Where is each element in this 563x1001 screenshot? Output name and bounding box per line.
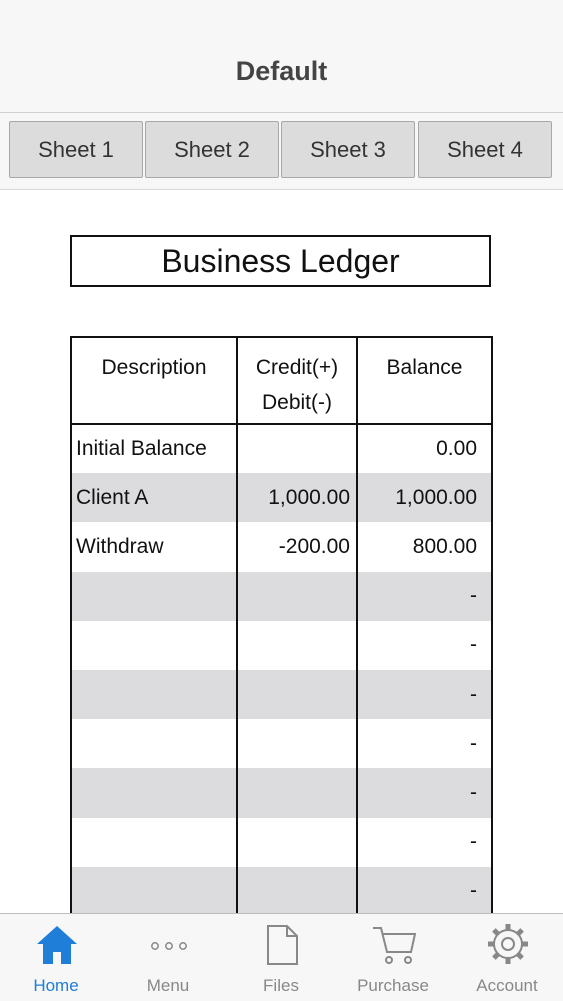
description-cell[interactable] xyxy=(71,670,237,719)
ledger-title[interactable]: Business Ledger xyxy=(70,235,491,287)
description-cell[interactable] xyxy=(71,719,237,768)
table-row xyxy=(71,621,492,670)
amount-cell[interactable] xyxy=(237,719,357,768)
tab-menu[interactable] xyxy=(112,914,224,1001)
tab-purchase[interactable] xyxy=(337,914,449,1001)
header-balance[interactable]: Balance xyxy=(357,337,492,424)
amount-cell[interactable] xyxy=(237,768,357,817)
description-cell[interactable] xyxy=(71,867,237,916)
document-icon xyxy=(260,922,304,966)
amount-cell[interactable]: -200.00 xyxy=(237,522,357,571)
tab-home[interactable] xyxy=(0,914,112,1001)
balance-cell: - xyxy=(357,867,492,916)
balance-cell: - xyxy=(357,621,492,670)
tab-purchase-label: Purchase xyxy=(357,976,429,995)
amount-cell[interactable] xyxy=(237,670,357,719)
table-row xyxy=(71,424,492,473)
description-cell[interactable] xyxy=(71,768,237,817)
description-cell[interactable] xyxy=(71,572,237,621)
table-row xyxy=(71,719,492,768)
description-cell[interactable]: Withdraw xyxy=(71,522,237,571)
header-credit-debit[interactable]: Credit(+) Debit(-) xyxy=(237,337,357,424)
amount-cell[interactable] xyxy=(237,621,357,670)
amount-cell[interactable] xyxy=(237,867,357,916)
description-cell[interactable] xyxy=(71,818,237,867)
tab-account[interactable] xyxy=(451,914,563,1001)
amount-cell[interactable]: 1,000.00 xyxy=(237,473,357,522)
ledger-header-row xyxy=(71,337,492,424)
more-dots-icon xyxy=(147,922,191,966)
ledger-table xyxy=(70,336,493,916)
sheet-tab-4[interactable]: Sheet 4 xyxy=(418,121,552,178)
amount-cell[interactable] xyxy=(237,818,357,867)
home-icon xyxy=(35,922,79,966)
balance-cell: 800.00 xyxy=(357,522,492,571)
balance-cell: - xyxy=(357,818,492,867)
amount-cell[interactable] xyxy=(237,572,357,621)
sheet-tab-3[interactable]: Sheet 3 xyxy=(281,121,415,178)
balance-cell: 0.00 xyxy=(357,424,492,473)
tab-account-label: Account xyxy=(476,976,538,995)
description-cell[interactable]: Client A xyxy=(71,473,237,522)
table-row xyxy=(71,867,492,916)
table-row xyxy=(71,670,492,719)
tab-files-label: Files xyxy=(263,976,299,995)
table-row xyxy=(71,768,492,817)
balance-cell: - xyxy=(357,572,492,621)
balance-cell: - xyxy=(357,670,492,719)
table-row xyxy=(71,572,492,621)
tab-home-label: Home xyxy=(33,976,79,995)
description-cell[interactable]: Initial Balance xyxy=(71,424,237,473)
table-row xyxy=(71,522,492,571)
sheet-tab-1[interactable]: Sheet 1 xyxy=(9,121,143,178)
balance-cell: 1,000.00 xyxy=(357,473,492,522)
balance-cell: - xyxy=(357,719,492,768)
tab-files[interactable] xyxy=(225,914,337,1001)
sheet-tab-bar xyxy=(0,113,563,190)
page-title: Default xyxy=(235,56,328,86)
cart-icon xyxy=(372,922,416,966)
sheet-tab-2[interactable]: Sheet 2 xyxy=(145,121,279,178)
amount-cell[interactable] xyxy=(237,424,357,473)
tab-bar xyxy=(0,913,563,1001)
navigation-bar xyxy=(0,0,563,113)
table-row xyxy=(71,473,492,522)
tab-menu-label: Menu xyxy=(146,976,190,995)
description-cell[interactable] xyxy=(71,621,237,670)
header-description[interactable]: Description xyxy=(71,337,237,424)
table-row xyxy=(71,818,492,867)
gear-icon xyxy=(486,922,530,966)
balance-cell: - xyxy=(357,768,492,817)
